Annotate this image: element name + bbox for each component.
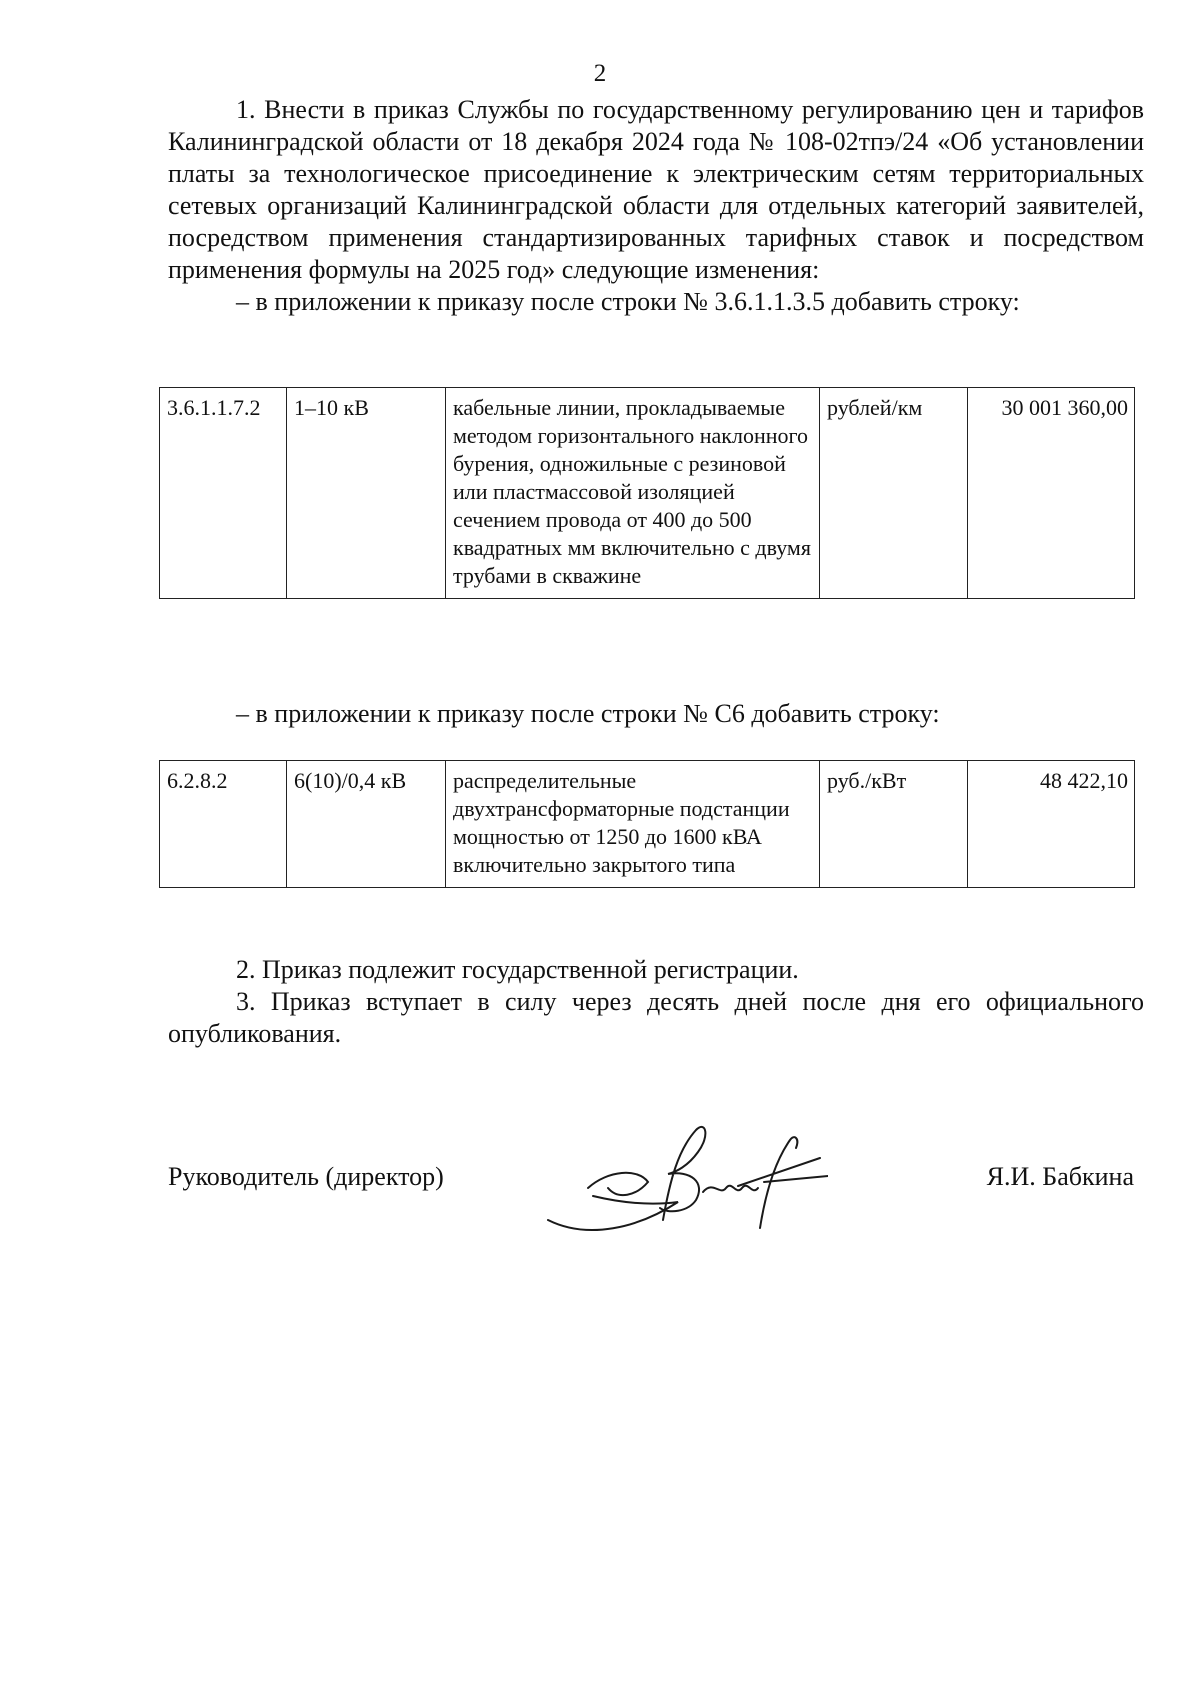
lead-text-2: – в приложении к приказу после строки № С6 добавить строку:: [236, 699, 940, 728]
row-description: кабельные линии, прокладываемые методом горизонтального наклонного бурения, одножильные с резиновой или пластмассовой изоляцией сечением провода от 400 до 500 квадратных мм включительно с двумя трубами в скважине: [446, 388, 820, 599]
page-number: 2: [593, 60, 607, 87]
signatory-name: Я.И. Бабкина: [986, 1162, 1134, 1191]
table-row: [160, 761, 1135, 888]
closing-section: [168, 954, 1144, 1050]
row-value: 30 001 360,00: [968, 388, 1135, 599]
paragraph-3: 3. Приказ вступает в силу через десять дней после дня его официального опубликования.: [168, 987, 1144, 1048]
lead-text-1: – в приложении к приказу после строки № 3.6.1.1.3.5 добавить строку:: [236, 287, 1020, 316]
row-voltage: 6(10)/0,4 кВ: [287, 761, 446, 888]
handwritten-signature: [528, 1110, 828, 1240]
signatory-title: Руководитель (директор): [168, 1162, 444, 1191]
row-value: 48 422,10: [968, 761, 1135, 888]
row-unit: рублей/км: [820, 388, 968, 599]
amendment-table-1: [159, 387, 1135, 599]
paragraph-1: 1. Внести в приказ Службы по государственному регулированию цен и тарифов Калининградской области от 18 декабря 2024 года № 108-02тпэ/24 «Об установлении платы за технологическое присоединение к электрическим сетям территориальных сетевых организаций Калининградской области для отдельных категорий заявителей, посредством применения стандартизированных тарифных ставок и посредством применения формулы на 2025 год» следующие изменения:: [168, 95, 1144, 284]
lead-section-2: [168, 698, 1144, 730]
row-unit: руб./кВт: [820, 761, 968, 888]
row-description: распределительные двухтрансформаторные подстанции мощностью от 1250 до 1600 кВА включительно закрытого типа: [446, 761, 820, 888]
table-row: [160, 388, 1135, 599]
row-code: 3.6.1.1.7.2: [160, 388, 287, 599]
intro-section: [168, 94, 1144, 318]
paragraph-2: 2. Приказ подлежит государственной регистрации.: [236, 955, 799, 984]
row-voltage: 1–10 кВ: [287, 388, 446, 599]
row-code: 6.2.8.2: [160, 761, 287, 888]
amendment-table-2: [159, 760, 1135, 888]
